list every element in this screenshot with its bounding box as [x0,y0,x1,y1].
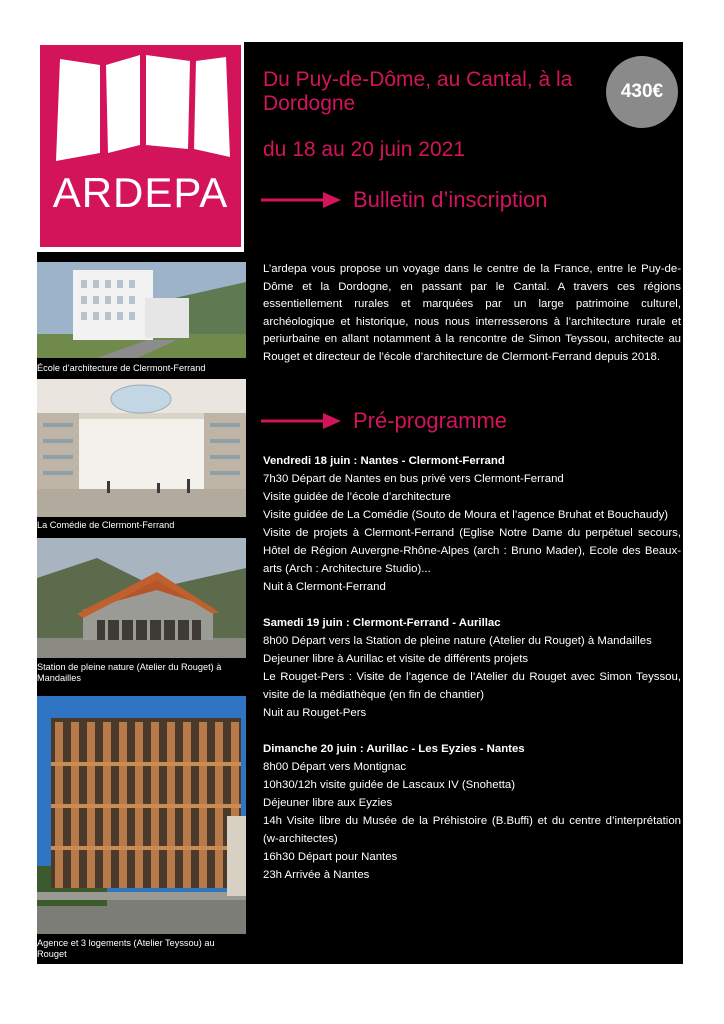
bulletin-label: Bulletin d’inscription [353,187,548,212]
day-title: Vendredi 18 juin : Nantes - Clermont-Ferrand [263,455,505,467]
programme-item: 10h30/12h visite guidée de Lascaux IV (Snohetta) [263,779,516,791]
price-badge: 430€ [606,56,678,128]
caption-agence: Agence et 3 logements (Atelier Teyssou) au Rouget [37,938,215,959]
programme-item: Visite de projets à Clermont-Ferrand (Eglise Notre Dame du perpétuel secours, Hôtel de Région Auvergne-Rhône-Alpes (arch : Bruno Mader), Ecole des Beaux-arts (Arch : Architecture Studio)... [263,527,681,575]
caption-station: Station de pleine nature (Atelier du Rouget) à Mandailles [37,662,222,683]
caption-school: École d’architecture de Clermont-Ferrand [37,363,206,373]
programme-item: 8h00 Départ vers la Station de pleine nature (Atelier du Rouget) à Mandailles [263,635,652,647]
programme-item: Dejeuner libre à Aurillac et visite de différents projets [263,653,529,665]
programme-item: 7h30 Départ de Nantes en bus privé vers Clermont-Ferrand [263,473,564,485]
trip-title: Du Puy-de-Dôme, au Cantal, à la Dordogne [263,68,573,115]
photo-comedie [37,379,246,517]
programme-heading [261,408,507,434]
programme-item: 8h00 Départ vers Montignac [263,761,407,773]
flyer-page [37,42,683,964]
programme-list [263,452,681,902]
programme-item: 16h30 Départ pour Nantes [263,851,398,863]
programme-item: Visite guidée de La Comédie (Souto de Moura et l’agence Bruhat et Bouchaudy) [263,509,669,521]
programme-item: Déjeuner libre aux Eyzies [263,797,393,809]
programme-item: 14h Visite libre du Musée de la Préhistoire (B.Buffi) et du centre d’interprétation (w-architectes) [263,815,681,845]
day-title: Samedi 19 juin : Clermont-Ferrand - Aurillac [263,617,501,629]
ardepa-logo [37,42,244,252]
trip-dates: du 18 au 20 juin 2021 [263,138,466,161]
photo-agence [37,696,246,934]
arrow-right-icon [261,411,341,431]
day-block [263,614,681,722]
programme-item: Nuit au Rouget-Pers [263,707,367,719]
logo-text: ARDEPA [52,169,229,216]
intro-paragraph: L’ardepa vous propose un voyage dans le centre de la France, entre le Puy-de-Dôme et la Dordogne, en passant par le Cantal. A travers ces régions essentiellement rurales et marquées par un large patrimoine culturel, archéologique et historique, nous nous interresserons à l’architecture rurale et periurbaine en allant notamment à la rencontre de Simon Teyssou, architecte au Rouget et directeur de l’école d’architecture de Clermont-Ferrand depuis 2018. [263,263,681,363]
programme-item: Nuit à Clermont-Ferrand [263,581,386,593]
arrow-right-icon [261,190,341,210]
programme-item: Visite guidée de l’école d’architecture [263,491,451,503]
caption-comedie: La Comédie de Clermont-Ferrand [37,520,175,530]
day-block [263,740,681,884]
photo-station [37,538,246,658]
day-title: Dimanche 20 juin : Aurillac - Les Eyzies - Nantes [263,743,525,755]
bulletin-heading [261,187,547,213]
programme-item: Le Rouget-Pers : Visite de l’agence de l’Atelier du Rouget avec Simon Teyssou, visite de la médiathèque (en fin de chantier) [263,671,681,701]
programme-label: Pré-programme [353,408,508,433]
day-block [263,452,681,596]
programme-item: 23h Arrivée à Nantes [263,869,370,881]
photo-school [37,262,246,358]
